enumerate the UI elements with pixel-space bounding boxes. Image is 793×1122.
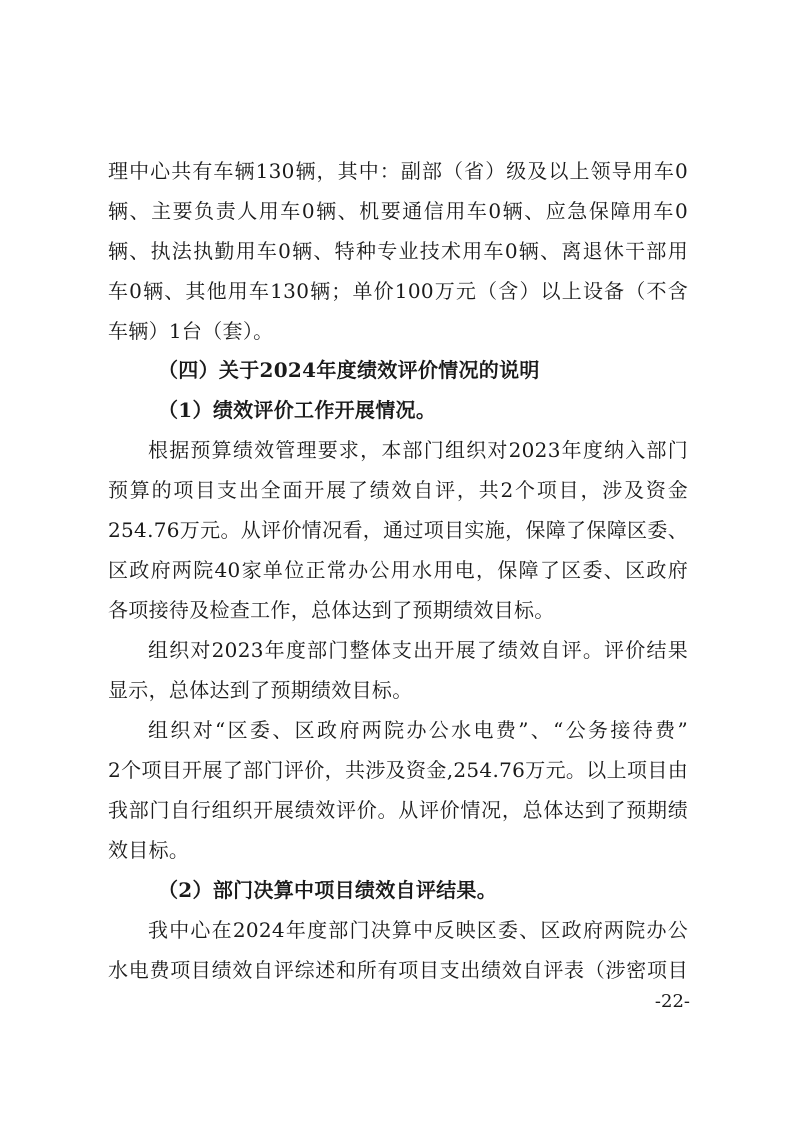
paragraph-first-line: 组织对2023年度部门整体支出开展了绩效自评。评价结果: [148, 638, 688, 662]
text-line: 车辆）1台（套）。: [108, 319, 274, 343]
paragraph-first-line: 我中心在2024年度部门决算中反映区委、区政府两院办公: [148, 918, 688, 942]
text-line: 理中心共有车辆130辆，其中：副部（省）级及以上领导用车0: [108, 159, 688, 183]
text-line: 辆、执法执勤用车0辆、特种专业技术用车0辆、离退休干部用: [108, 239, 688, 263]
text-line: 水电费项目绩效自评综述和所有项目支出绩效自评表（涉密项目: [108, 958, 688, 982]
page-number: -22-: [654, 991, 690, 1012]
text-line: 各项接待及检查工作，总体达到了预期绩效目标。: [108, 598, 555, 622]
text-line: 显示，总体达到了预期绩效目标。: [108, 678, 413, 702]
section-heading: （四）关于2024年度绩效评价情况的说明: [158, 358, 540, 382]
text-line: 区政府两院40家单位正常办公用水用电，保障了区委、区政府: [108, 558, 688, 582]
paragraph-first-line: 组织对“区委、区政府两院办公水电费”、“公务接待费”: [148, 718, 688, 742]
text-line: 我部门自行组织开展绩效评价。从评价情况，总体达到了预期绩: [108, 798, 688, 822]
paragraph-first-line: 根据预算绩效管理要求，本部门组织对2023年度纳入部门: [148, 438, 688, 462]
text-line: 预算的项目支出全面开展了绩效自评，共2个项目，涉及资金: [108, 478, 688, 502]
text-line: 2个项目开展了部门评价，共涉及资金,254.76万元。以上项目由: [108, 758, 688, 782]
text-line: 辆、主要负责人用车0辆、机要通信用车0辆、应急保障用车0: [108, 199, 688, 223]
text-line: 效目标。: [108, 838, 190, 862]
text-line: 车0辆、其他用车130辆；单价100万元（含）以上设备（不含: [108, 279, 688, 303]
subsection-heading: （1）绩效评价工作开展情况。: [158, 398, 437, 422]
text-line: 254.76万元。从评价情况看，通过项目实施，保障了保障区委、: [108, 518, 688, 542]
subsection-heading: （2）部门决算中项目绩效自评结果。: [158, 878, 498, 902]
